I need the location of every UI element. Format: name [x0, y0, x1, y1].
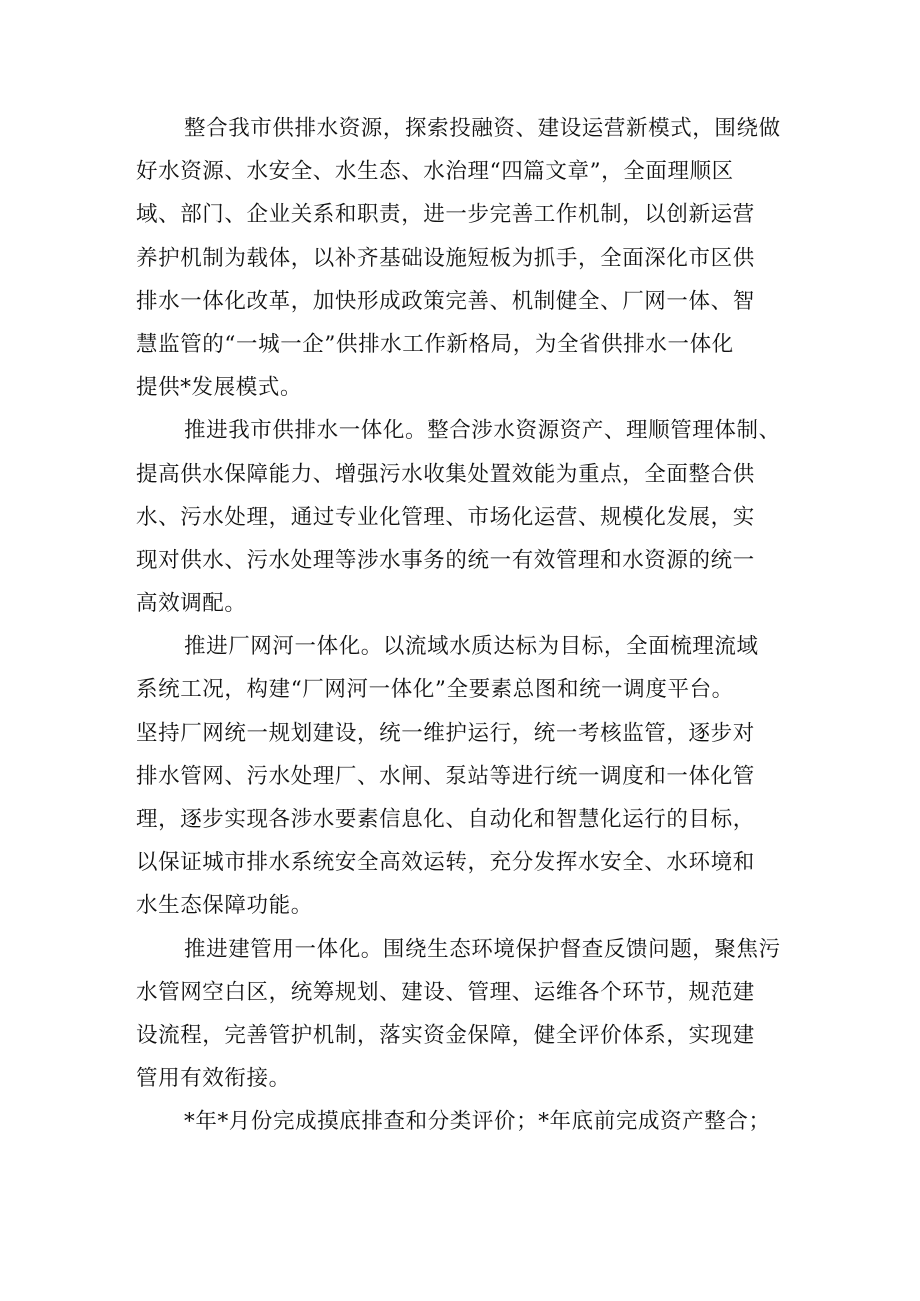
paragraph-3-line-1: 推进厂网河一体化。以流域水质达标为目标，全面梳理流域	[184, 634, 759, 660]
paragraph-2-line-1: 推进我市供排水一体化。整合涉水资源资产、理顺管理体制、	[184, 418, 781, 444]
paragraph-3-line-5: 理，逐步实现各涉水要素信息化、自动化和智慧化运行的目标，	[136, 807, 755, 832]
paragraph-5-line-1: *年*月份完成摸底排查和分类评价；*年底前完成资产整合；	[184, 1109, 771, 1135]
paragraph-4-line-2: 水管网空白区，统筹规划、建设、管理、运维各个环节，规范建	[136, 979, 755, 1005]
paragraph-3-line-6: 以保证城市排水系统安全高效运转，充分发挥水安全、水环境和	[136, 850, 755, 876]
paragraph-2-line-4: 现对供水、污水处理等涉水事务的统一有效管理和水资源的统一	[136, 547, 755, 573]
paragraph-1-line-1: 整合我市供排水资源，探索投融资、建设运营新模式，围绕做	[184, 116, 781, 141]
paragraph-2-line-3: 水、污水处理，通过专业化管理、市场化运营、规模化发展，实	[136, 504, 755, 530]
paragraph-2-line-2: 提高供水保障能力、增强污水收集处置效能为重点，全面整合供	[136, 461, 755, 487]
paragraph-3-line-2: 系统工况，构建“厂网河一体化”全要素总图和统一调度平台。	[136, 677, 734, 703]
paragraph-4-line-3: 设流程，完善管护机制，落实资金保障，健全评价体系，实现建	[136, 1022, 755, 1048]
paragraph-1-line-2: 好水资源、水安全、水生态、水治理“四篇文章”，全面理顺区	[136, 159, 734, 185]
paragraph-1-line-5: 排水一体化改革，加快形成政策完善、机制健全、厂网一体、智	[136, 288, 755, 314]
paragraph-1-line-4: 养护机制为载体，以补齐基础设施短板为抓手，全面深化市区供	[136, 245, 755, 271]
paragraph-1-line-7: 提供*发展模式。	[136, 375, 303, 401]
paragraph-3-line-4: 排水管网、污水处理厂、水闸、泵站等进行统一调度和一体化管	[136, 763, 755, 789]
paragraph-1-line-3: 域、部门、企业关系和职责，进一步完善工作机制，以创新运营	[136, 202, 755, 228]
paragraph-3-line-7: 水生态保障功能。	[136, 893, 313, 919]
document-body	[136, 107, 788, 1144]
paragraph-3-line-3: 坚持厂网统一规划建设，统一维护运行，统一考核监管，逐步对	[136, 720, 755, 746]
paragraph-4-line-1: 推进建管用一体化。围绕生态环境保护督查反馈问题，聚焦污	[184, 936, 781, 962]
paragraph-1-line-6: 慧监管的“一城一企”供排水工作新格局，为全省供排水一体化	[136, 331, 734, 357]
paragraph-2-line-5: 高效调配。	[136, 591, 247, 617]
paragraph-4-line-4: 管用有效衔接。	[136, 1066, 291, 1092]
